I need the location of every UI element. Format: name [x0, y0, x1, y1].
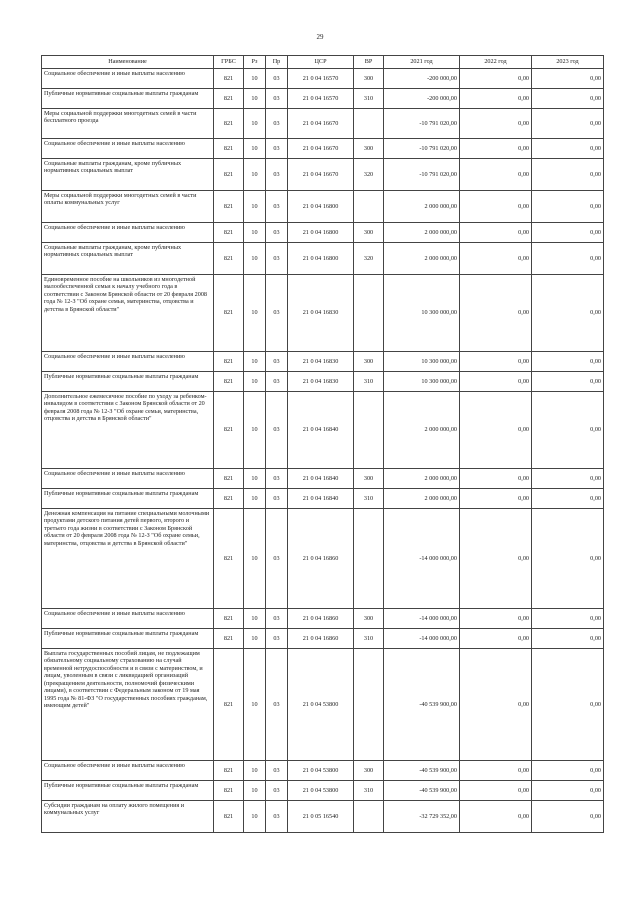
table-cell: 0,00	[460, 629, 532, 649]
column-header: 2022 год	[460, 56, 532, 69]
table-cell: 03	[266, 275, 288, 352]
table-cell: 821	[214, 469, 244, 489]
table-cell: 21 0 04 16830	[288, 352, 354, 372]
table-row	[42, 191, 604, 223]
table-cell: Публичные нормативные социальные выплаты гражданам	[42, 629, 214, 649]
table-cell: 0,00	[460, 139, 532, 159]
table-cell: 300	[354, 69, 384, 89]
table-row	[42, 509, 604, 609]
table-cell: 10	[244, 629, 266, 649]
table-cell: Социальное обеспечение и иные выплаты населению	[42, 223, 214, 243]
table-cell: 0,00	[532, 392, 604, 469]
table-cell: 821	[214, 352, 244, 372]
table-row	[42, 243, 604, 275]
table-cell: 10	[244, 223, 266, 243]
column-header: ЦСР	[288, 56, 354, 69]
table-cell: 0,00	[532, 372, 604, 392]
table-cell: -10 791 020,00	[384, 109, 460, 139]
table-cell	[354, 801, 384, 833]
table-cell: 821	[214, 781, 244, 801]
column-header: Пр	[266, 56, 288, 69]
table-cell: 10	[244, 469, 266, 489]
table-cell: 0,00	[460, 275, 532, 352]
table-cell: 10	[244, 801, 266, 833]
table-cell: 821	[214, 801, 244, 833]
table-row	[42, 89, 604, 109]
table-row	[42, 109, 604, 139]
column-header: Наименование	[42, 56, 214, 69]
table-cell: 0,00	[532, 509, 604, 609]
table-row	[42, 139, 604, 159]
table-cell: 03	[266, 649, 288, 761]
table-cell: 0,00	[532, 609, 604, 629]
table-cell: 10	[244, 89, 266, 109]
table-cell: Меры социальной поддержки многодетных семей в части оплаты коммунальных услуг	[42, 191, 214, 223]
table-cell: 10 300 000,00	[384, 275, 460, 352]
table-cell: 21 0 04 16670	[288, 159, 354, 191]
table-cell: 2 000 000,00	[384, 392, 460, 469]
table-cell: 821	[214, 649, 244, 761]
table-cell: Публичные нормативные социальные выплаты гражданам	[42, 372, 214, 392]
table-cell: 821	[214, 275, 244, 352]
table-cell: 21 0 04 16670	[288, 109, 354, 139]
table-cell: 0,00	[460, 243, 532, 275]
table-cell: 21 0 04 16840	[288, 392, 354, 469]
table-cell: 21 0 04 16800	[288, 191, 354, 223]
table-cell	[354, 649, 384, 761]
table-cell: 300	[354, 609, 384, 629]
table-cell: -10 791 020,00	[384, 159, 460, 191]
table-cell: 10	[244, 159, 266, 191]
column-header: 2023 год	[532, 56, 604, 69]
table-cell: 10	[244, 489, 266, 509]
page-number: 29	[316, 33, 324, 41]
table-cell: 10	[244, 649, 266, 761]
table-cell: 21 0 04 16800	[288, 243, 354, 275]
table-cell: 10	[244, 781, 266, 801]
table-cell: 21 0 04 16800	[288, 223, 354, 243]
table-cell: 821	[214, 629, 244, 649]
table-row	[42, 761, 604, 781]
table-cell: Меры социальной поддержки многодетных семей в части бесплатного проезда	[42, 109, 214, 139]
table-row	[42, 69, 604, 89]
table-cell: Субсидии гражданам на оплату жилого помещения и коммунальных услуг	[42, 801, 214, 833]
table-cell: 10 300 000,00	[384, 352, 460, 372]
table-cell: -200 000,00	[384, 69, 460, 89]
table-cell: 0,00	[532, 89, 604, 109]
table-cell: 0,00	[532, 781, 604, 801]
table-cell: 0,00	[532, 69, 604, 89]
table-cell: 03	[266, 191, 288, 223]
table-cell: 821	[214, 243, 244, 275]
table-row	[42, 372, 604, 392]
table-cell: 821	[214, 392, 244, 469]
table-cell: Социальное обеспечение и иные выплаты населению	[42, 139, 214, 159]
table-cell: Выплата государственных пособий лицам, не подлежащим обязательному социальному страхованию на случай временной нетрудоспособности и в связи с материнством, и лицам, уволенным в связи с ликвидацией организаций (прекращением деятельности, полномочий физическими лицами), в соответствии с Федеральным законом от 19 мая 1995 года № 81-ФЗ "О государственных пособиях гражданам, имеющим детей"	[42, 649, 214, 761]
table-cell: -200 000,00	[384, 89, 460, 109]
table-cell: 0,00	[532, 629, 604, 649]
table-cell: 0,00	[532, 649, 604, 761]
table-cell: 821	[214, 139, 244, 159]
table-cell: Публичные нормативные социальные выплаты гражданам	[42, 489, 214, 509]
table-cell: 03	[266, 109, 288, 139]
table-cell: 0,00	[460, 761, 532, 781]
table-cell: 0,00	[532, 139, 604, 159]
table-cell: 03	[266, 609, 288, 629]
table-cell: 0,00	[532, 801, 604, 833]
table-cell: 03	[266, 781, 288, 801]
table-cell: 0,00	[460, 609, 532, 629]
table-header-row	[42, 56, 604, 69]
table-cell: 310	[354, 372, 384, 392]
table-cell: 21 0 04 16840	[288, 469, 354, 489]
table-cell: 2 000 000,00	[384, 191, 460, 223]
table-cell	[354, 392, 384, 469]
table-cell: 21 0 04 16570	[288, 89, 354, 109]
table-cell: 03	[266, 139, 288, 159]
table-cell: 0,00	[532, 159, 604, 191]
table-cell: Публичные нормативные социальные выплаты гражданам	[42, 89, 214, 109]
table-cell: 10	[244, 609, 266, 629]
table-cell: 03	[266, 89, 288, 109]
table-cell: Социальное обеспечение и иные выплаты населению	[42, 69, 214, 89]
table-cell: Социальные выплаты гражданам, кроме публичных нормативных социальных выплат	[42, 243, 214, 275]
table-cell: 21 0 04 16860	[288, 629, 354, 649]
table-cell: Публичные нормативные социальные выплаты гражданам	[42, 781, 214, 801]
table-cell: 10	[244, 243, 266, 275]
table-cell: -10 791 020,00	[384, 139, 460, 159]
table-cell: 0,00	[532, 761, 604, 781]
table-cell: 03	[266, 761, 288, 781]
table-cell: 0,00	[460, 392, 532, 469]
table-cell: 21 0 04 16860	[288, 609, 354, 629]
table-cell: 0,00	[460, 801, 532, 833]
table-row	[42, 801, 604, 833]
table-cell: 0,00	[460, 781, 532, 801]
table-cell	[354, 275, 384, 352]
table-cell: 0,00	[460, 69, 532, 89]
table-cell: 03	[266, 372, 288, 392]
table-row	[42, 392, 604, 469]
table-cell: 21 0 04 53800	[288, 761, 354, 781]
table-cell: 2 000 000,00	[384, 223, 460, 243]
table-cell: 300	[354, 761, 384, 781]
table-cell: 0,00	[532, 243, 604, 275]
table-cell: Социальное обеспечение и иные выплаты населению	[42, 469, 214, 489]
table-cell: 0,00	[460, 89, 532, 109]
table-cell: 21 0 04 16860	[288, 509, 354, 609]
table-cell: 0,00	[532, 223, 604, 243]
table-cell: 0,00	[532, 489, 604, 509]
column-header: Рз	[244, 56, 266, 69]
table-cell: 10	[244, 392, 266, 469]
table-cell: 821	[214, 489, 244, 509]
table-cell: 03	[266, 69, 288, 89]
table-cell: 0,00	[460, 191, 532, 223]
table-cell: 0,00	[460, 372, 532, 392]
table-cell: -32 729 352,00	[384, 801, 460, 833]
table-cell: 821	[214, 191, 244, 223]
table-cell: 10	[244, 509, 266, 609]
table-cell: 10	[244, 761, 266, 781]
table-cell: 21 0 04 16830	[288, 372, 354, 392]
table-cell: 0,00	[460, 649, 532, 761]
table-cell: 10	[244, 275, 266, 352]
table-cell: 300	[354, 352, 384, 372]
table-cell: 310	[354, 89, 384, 109]
table-cell: 2 000 000,00	[384, 243, 460, 275]
table-cell: 21 0 04 16830	[288, 275, 354, 352]
table-cell: 03	[266, 392, 288, 469]
table-cell: 03	[266, 489, 288, 509]
table-cell: 2 000 000,00	[384, 489, 460, 509]
table-cell: 821	[214, 609, 244, 629]
table-cell: 03	[266, 509, 288, 609]
table-cell: -14 000 000,00	[384, 609, 460, 629]
table-cell: 2 000 000,00	[384, 469, 460, 489]
table-cell: 0,00	[460, 109, 532, 139]
table-cell: 0,00	[460, 223, 532, 243]
table-cell	[354, 109, 384, 139]
table-cell: 10	[244, 69, 266, 89]
table-cell: 21 0 04 16670	[288, 139, 354, 159]
table-cell: 0,00	[532, 109, 604, 139]
column-header: 2021 год	[384, 56, 460, 69]
table-row	[42, 489, 604, 509]
table-row	[42, 275, 604, 352]
table-cell: 0,00	[460, 489, 532, 509]
table-cell: 03	[266, 352, 288, 372]
table-cell: 10	[244, 372, 266, 392]
table-row	[42, 649, 604, 761]
table-cell: Социальные выплаты гражданам, кроме публичных нормативных социальных выплат	[42, 159, 214, 191]
table-cell: 821	[214, 509, 244, 609]
table-cell: 0,00	[532, 469, 604, 489]
table-cell: -14 000 000,00	[384, 629, 460, 649]
table-cell: 10	[244, 139, 266, 159]
table-cell: 821	[214, 159, 244, 191]
table-cell: 10	[244, 109, 266, 139]
table-cell: 03	[266, 243, 288, 275]
table-cell: Единовременное пособие на школьников из многодетной малообеспеченной семьи к началу учебного года в соответствии с Законом Брянской области от 20 февраля 2008 года № 12-З "Об охране семьи, материнства, отцовства и детства в Брянской области"	[42, 275, 214, 352]
table-cell	[354, 191, 384, 223]
table-row	[42, 781, 604, 801]
table-cell: 0,00	[460, 159, 532, 191]
table-row	[42, 352, 604, 372]
table-cell: 03	[266, 801, 288, 833]
table-cell: -40 539 900,00	[384, 761, 460, 781]
table-cell: 0,00	[532, 275, 604, 352]
table-cell: 10	[244, 191, 266, 223]
table-cell: -40 539 900,00	[384, 781, 460, 801]
table-row	[42, 469, 604, 489]
table-cell: 821	[214, 89, 244, 109]
table-cell: 0,00	[532, 191, 604, 223]
table-cell: 21 0 05 16540	[288, 801, 354, 833]
table-cell: 300	[354, 139, 384, 159]
column-header: ВР	[354, 56, 384, 69]
table-cell: 300	[354, 223, 384, 243]
table-cell: Социальное обеспечение и иные выплаты населению	[42, 761, 214, 781]
table-cell: 03	[266, 223, 288, 243]
table-row	[42, 629, 604, 649]
table-cell: 21 0 04 53800	[288, 781, 354, 801]
table-row	[42, 159, 604, 191]
table-cell: 320	[354, 243, 384, 275]
table-cell: 21 0 04 16570	[288, 69, 354, 89]
table-row	[42, 223, 604, 243]
table-cell: 21 0 04 16840	[288, 489, 354, 509]
table-cell: 300	[354, 469, 384, 489]
table-cell: 320	[354, 159, 384, 191]
table-cell: 03	[266, 159, 288, 191]
table-cell: 310	[354, 489, 384, 509]
table-cell: 310	[354, 629, 384, 649]
table-cell: 03	[266, 469, 288, 489]
table-cell: -14 000 000,00	[384, 509, 460, 609]
table-cell: 0,00	[460, 352, 532, 372]
table-cell: 0,00	[460, 509, 532, 609]
column-header: ГРБС	[214, 56, 244, 69]
table-cell: 821	[214, 109, 244, 139]
table-cell: 821	[214, 372, 244, 392]
table-cell	[354, 509, 384, 609]
table-cell: Дополнительное ежемесячное пособие по уходу за ребенком-инвалидом в соответствии с Законом Брянской области от 20 февраля 2008 года № 12-З "Об охране семьи, материнства, отцовства и детства в Брянской области"	[42, 392, 214, 469]
table-cell: 10	[244, 352, 266, 372]
table-cell: Социальное обеспечение и иные выплаты населению	[42, 352, 214, 372]
table-cell: 310	[354, 781, 384, 801]
table-cell: Денежная компенсация на питание специальными молочными продуктами детского питания детей первого, второго и третьего года жизни в соответствии с Законом Брянской области от 20 февраля 2008 года № 12-З "Об охране семьи, материнства, отцовства и детства в Брянской области"	[42, 509, 214, 609]
table-cell: Социальное обеспечение и иные выплаты населению	[42, 609, 214, 629]
table-cell: 03	[266, 629, 288, 649]
table-cell: 821	[214, 223, 244, 243]
table-cell: 21 0 04 53800	[288, 649, 354, 761]
table-cell: 821	[214, 761, 244, 781]
table-row	[42, 609, 604, 629]
table-cell: 10 300 000,00	[384, 372, 460, 392]
table-cell: 0,00	[532, 352, 604, 372]
table-cell: 0,00	[460, 469, 532, 489]
table-cell: -40 539 900,00	[384, 649, 460, 761]
budget-table	[41, 55, 604, 833]
table-cell: 821	[214, 69, 244, 89]
